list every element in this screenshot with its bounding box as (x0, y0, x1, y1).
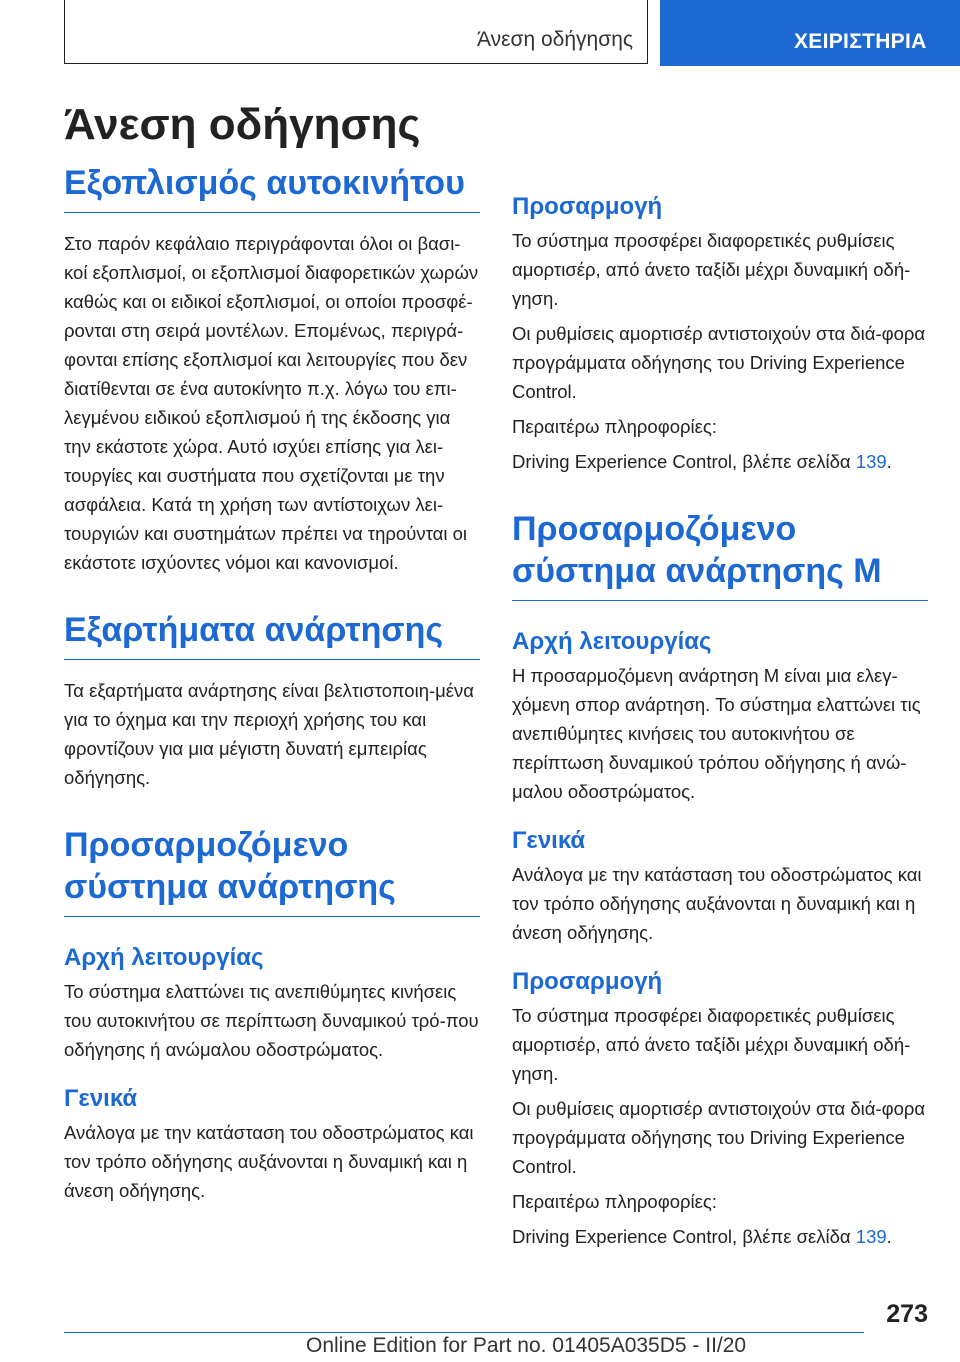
edition-note: Online Edition for Part no. 01405A035D5 - II/20 (306, 1334, 747, 1357)
reference-text-m: Driving Experience Control, βλέπε σελίδα (512, 1226, 856, 1247)
paragraph-more-info-m: Περαιτέρω πληροφορίες: (512, 1191, 717, 1212)
reference-end-m: . (886, 1226, 892, 1247)
paragraph-principle: Το σύστημα ελαττώνει τις ανεπιθύμητες κινήσεις του αυτοκινήτου σε περίπτωση δυναμικού τρό-που οδήγησης ή ανώμαλου οδοστρώματος. (64, 981, 479, 1060)
subheading-principle: Αρχή λειτουργίας (64, 944, 264, 971)
subheading-general-m: Γενικά (512, 827, 586, 854)
left-column (64, 162, 480, 1205)
heading-adaptive-suspension: Προσαρμοζόμενο σύστημα ανάρτησης (64, 824, 480, 917)
heading-suspension-components: Εξαρτήματα ανάρτησης (64, 609, 480, 660)
paragraph-adjustment-1: Το σύστημα προσφέρει διαφορετικές ρυθμίσεις αμορτισέρ, από άνετο ταξίδι μέχρι δυναμική οδή-γηση. (512, 230, 911, 309)
reference-text: Driving Experience Control, βλέπε σελίδα (512, 451, 856, 472)
reference-end: . (886, 451, 892, 472)
page-number: 273 (886, 1300, 928, 1328)
paragraph-reference-m (512, 1222, 928, 1251)
page-title: Άνεση οδήγησης (64, 100, 421, 149)
chapter-title: Άνεση οδήγησης (477, 28, 633, 51)
paragraph-general-m: Ανάλογα με την κατάσταση του οδοστρώματος και τον τρόπο οδήγησης αυξάνονται η δυναμική και η άνεση οδήγησης. (512, 864, 922, 943)
paragraph-more-info: Περαιτέρω πληροφορίες: (512, 416, 717, 437)
paragraph-reference (512, 447, 928, 476)
chapter-box (64, 0, 648, 64)
right-column (512, 162, 928, 1251)
paragraph-adjustment-2: Οι ρυθμίσεις αμορτισέρ αντιστοιχούν στα διά-φορα προγράμματα οδήγησης του Driving Experience Control. (512, 323, 926, 402)
paragraph-principle-m: Η προσαρμοζόμενη ανάρτηση M είναι μια ελεγ-χόμενη σπορ ανάρτηση. Το σύστημα ελαττώνει τις ανεπιθύμητες κινήσεις του αυτοκινήτου σε περίπτωση δυναμικού τρόπου οδήγησης ή ανώ-μαλου οδοστρώματος. (512, 665, 921, 802)
paragraph-suspension: Τα εξαρτήματα ανάρτησης είναι βελτιστοποιη-μένα για το όχημα και την περιοχή χρήσης του και φροντίζουν για μια μέγιστη δυνατή εμπειρίας οδήγησης. (64, 680, 474, 788)
page-link-m[interactable]: 139 (855, 1226, 887, 1247)
paragraph-adjustment-m-2: Οι ρυθμίσεις αμορτισέρ αντιστοιχούν στα διά-φορα προγράμματα οδήγησης του Driving Experience Control. (512, 1098, 926, 1177)
paragraph-general: Ανάλογα με την κατάσταση του οδοστρώματος και τον τρόπο οδήγησης αυξάνονται η δυναμική και η άνεση οδήγησης. (64, 1122, 474, 1201)
footer-divider (64, 1332, 864, 1333)
section-tab[interactable] (660, 0, 960, 66)
heading-vehicle-equipment: Εξοπλισμός αυτοκινήτου (64, 162, 480, 213)
subheading-general: Γενικά (64, 1085, 138, 1112)
paragraph-adjustment-m-1: Το σύστημα προσφέρει διαφορετικές ρυθμίσεις αμορτισέρ, από άνετο ταξίδι μέχρι δυναμική οδή-γηση. (512, 1005, 911, 1084)
page-header (0, 0, 960, 66)
page-link[interactable]: 139 (855, 451, 887, 472)
section-tab-label: ΧΕΙΡΙΣΤΗΡΙΑ (794, 30, 927, 53)
subheading-principle-m: Αρχή λειτουργίας (512, 628, 712, 655)
subheading-adjustment-m: Προσαρμογή (512, 968, 663, 995)
subheading-adjustment: Προσαρμογή (512, 193, 663, 220)
heading-adaptive-m-suspension: Προσαρμοζόμενο σύστημα ανάρτησης M (512, 508, 928, 601)
paragraph-equipment: Στο παρόν κεφάλαιο περιγράφονται όλοι οι βασι-κοί εξοπλισμοί, οι εξοπλισμοί διαφορετικών χωρών καθώς και οι ειδικοί εξοπλισμοί, οι οποίοι προσφέ-ρονται στη σειρά μοντέλων. Επομένως, περιγρά-φονται επίσης εξοπλισμοί και λειτουργίες που δεν διατίθενται σε ένα αυτοκίνητο π.χ. λόγω του επι-λεγμένου ειδικού εξοπλισμού ή της έκδοσης για την εκάστοτε χώρα. Αυτό ισχύει επίσης για λει-τουργίες και συστήματα που σχετίζονται με την ασφάλεια. Κατά τη χρήση των αντίστοιχων λει-τουργιών και συστημάτων πρέπει να τηρούνται οι εκάστοτε ισχύοντες νόμοι και κανονισμοί. (64, 233, 479, 573)
